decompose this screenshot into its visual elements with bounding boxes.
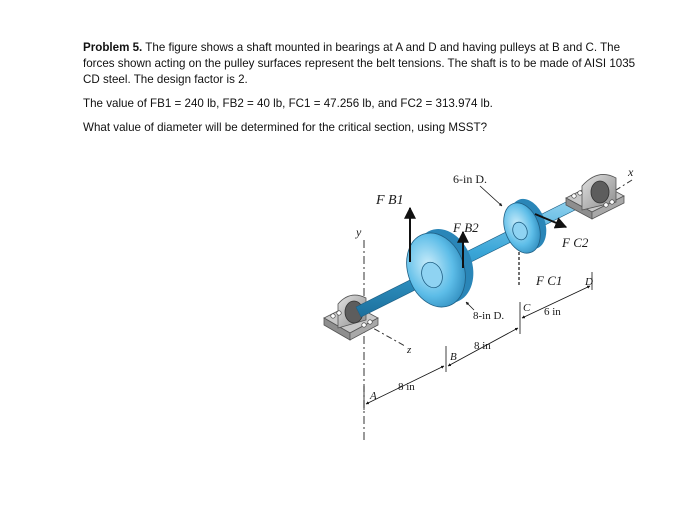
problem-heading: Problem 5. [83, 41, 143, 54]
point-a-label: A [370, 390, 377, 402]
bearing-d [566, 174, 624, 219]
pulley-c [497, 194, 553, 258]
z-axis-label: z [407, 344, 412, 356]
fb1-label: F B1 [376, 193, 404, 208]
fc1-label: F C1 [536, 273, 563, 288]
question: What value of diameter will be determined for the critical section, using MSST? [83, 121, 488, 134]
y-axis-label: y [356, 225, 362, 239]
problem-statement: The figure shows a shaft mounted in bearings at A and D and having pulleys at B and C. The forces shown acting on the pulley surfaces represent the belt tensions. The shaft is to be made of AISI 1035 CD steel. The design factor is 2. [83, 41, 636, 86]
pulley-c-diameter-label: 6-in D. [453, 172, 487, 186]
fb2-label: F B2 [453, 220, 479, 235]
point-d-label: D [585, 276, 593, 288]
pulley-c-leader [480, 186, 502, 206]
pulley-b-leader [466, 302, 474, 310]
dim-cd-label: 6 in [544, 306, 561, 318]
dim-ab-label: 8 in [398, 381, 415, 393]
fc2-label: F C2 [562, 235, 589, 250]
dim-bc-label: 8 in [474, 340, 491, 352]
x-axis-label: x [628, 165, 634, 179]
given-values: The value of FB1 = 240 lb, FB2 = 40 lb, FC1 = 47.256 lb, and FC2 = 313.974 lb. [83, 97, 493, 110]
point-b-label: B [450, 351, 457, 363]
pulley-b-diameter-label: 8-in D. [473, 310, 505, 322]
point-c-label: C [523, 302, 531, 314]
